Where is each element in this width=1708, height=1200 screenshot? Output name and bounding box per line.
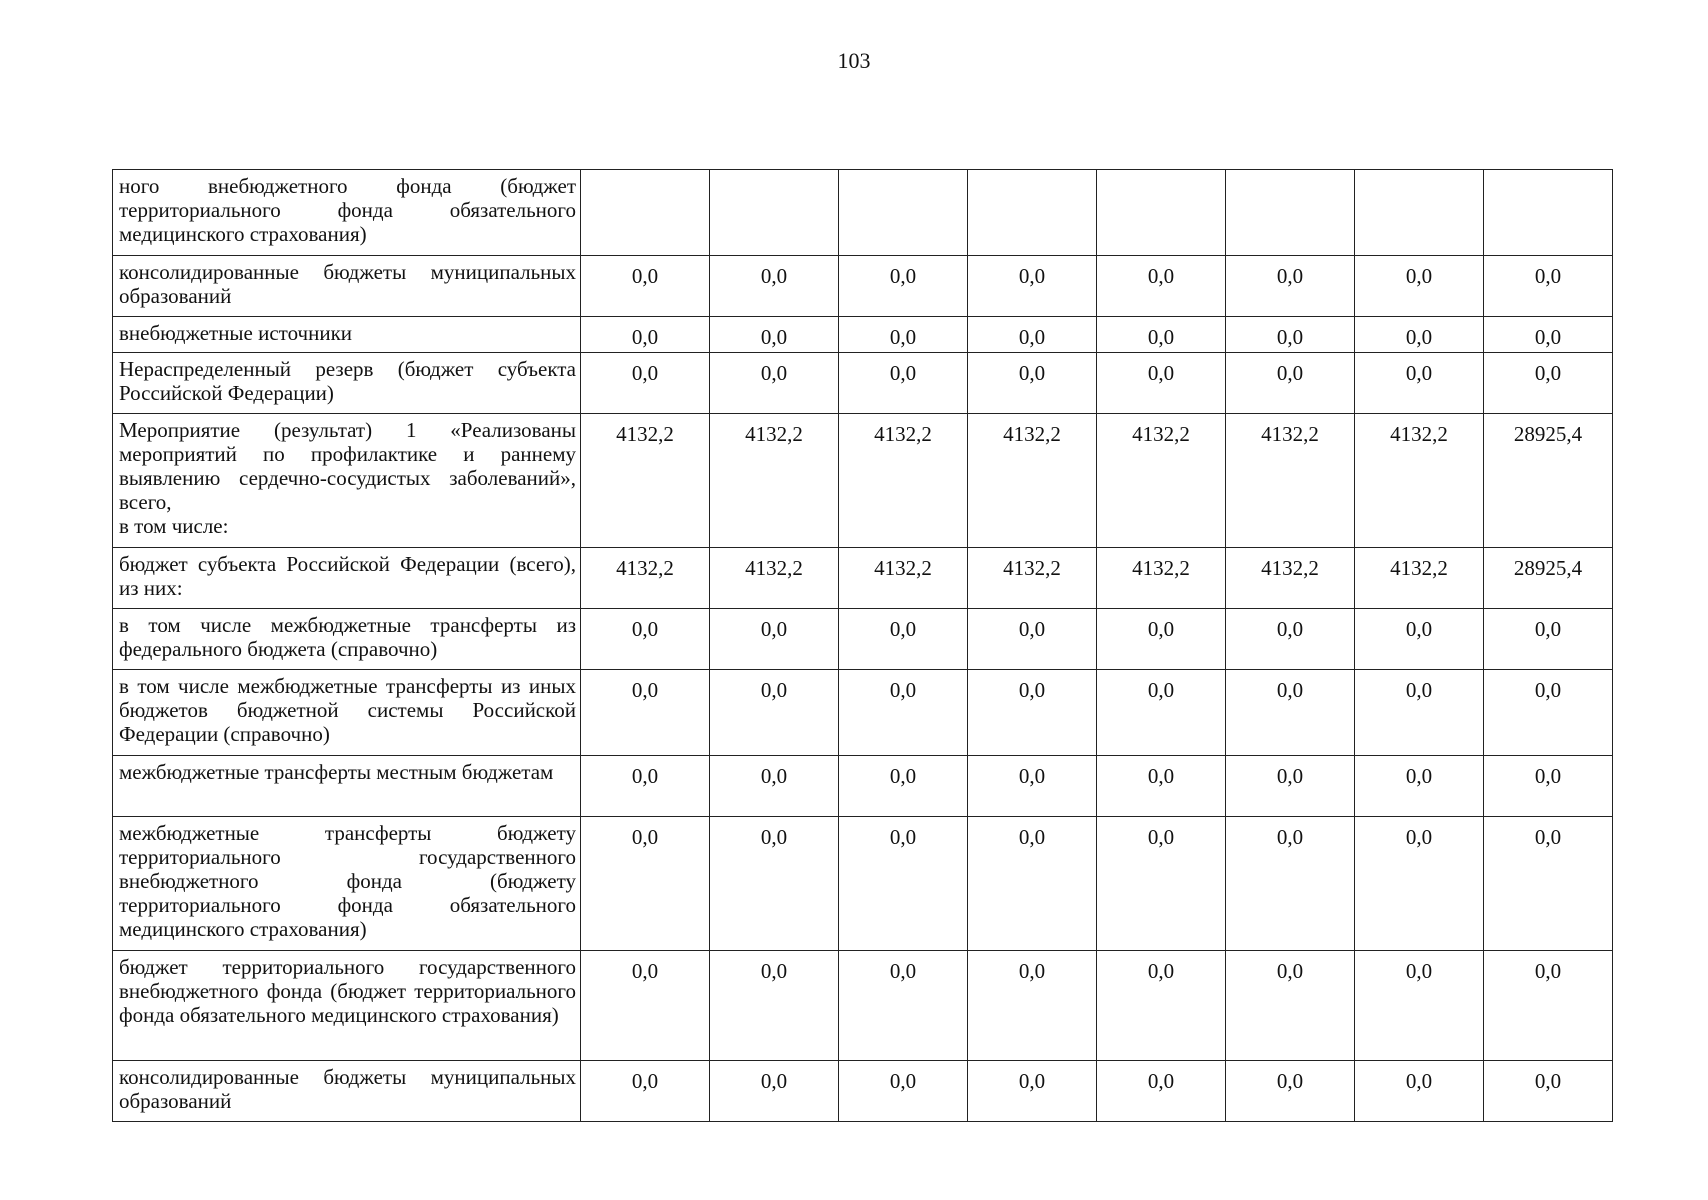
cell-value: 0,0 [968,1061,1097,1122]
page-number: 103 [837,48,871,73]
cell-value: 4132,2 [1226,414,1355,548]
cell-value: 0,0 [1097,353,1226,414]
cell-value: 0,0 [1226,670,1355,756]
cell-value: 0,0 [1097,756,1226,817]
row-label: Мероприятие (результат) 1 «Реализованы мероприятий по профилактике и раннему выявлению сердечно-сосудистых заболеваний», всего, в том числе: [113,414,581,548]
cell-value: 0,0 [1226,756,1355,817]
cell-value: 0,0 [839,353,968,414]
cell-value: 0,0 [839,951,968,1061]
cell-value: 0,0 [839,256,968,317]
cell-value: 0,0 [839,317,968,353]
row-label: консолидированные бюджеты муниципальных образований [113,1061,581,1122]
cell-value: 0,0 [968,670,1097,756]
cell-value: 0,0 [710,317,839,353]
row-label: консолидированные бюджеты муниципальных образований [113,256,581,317]
cell-value: 0,0 [710,817,839,951]
table-row [113,414,1613,548]
cell-value: 4132,2 [839,414,968,548]
cell-value: 4132,2 [710,548,839,609]
cell-value: 28925,4 [1484,414,1613,548]
row-label: Нераспределенный резерв (бюджет субъекта Российской Федерации) [113,353,581,414]
cell-value: 0,0 [1484,317,1613,353]
cell-value: 0,0 [710,951,839,1061]
cell-value: 0,0 [581,817,710,951]
cell-value: 4132,2 [1355,414,1484,548]
cell-value: 0,0 [1226,256,1355,317]
row-label: межбюджетные трансферты бюджету территориального государственного внебюджетного фонда (бюджету территориального фонда обязательного медицинского страхования) [113,817,581,951]
cell-value: 0,0 [839,756,968,817]
cell-value [1226,170,1355,256]
cell-value: 0,0 [581,317,710,353]
cell-value [1097,170,1226,256]
cell-value: 0,0 [968,951,1097,1061]
cell-value: 4132,2 [968,548,1097,609]
cell-value: 0,0 [839,817,968,951]
cell-value: 0,0 [1484,609,1613,670]
table-row [113,670,1613,756]
cell-value: 0,0 [1355,817,1484,951]
cell-value: 0,0 [1484,670,1613,756]
cell-value: 0,0 [1355,609,1484,670]
cell-value: 0,0 [1226,317,1355,353]
cell-value: 0,0 [581,951,710,1061]
table-row [113,1061,1613,1122]
cell-value: 4132,2 [839,548,968,609]
cell-value: 0,0 [1097,670,1226,756]
cell-value: 0,0 [1484,256,1613,317]
cell-value: 28925,4 [1484,548,1613,609]
cell-value: 4132,2 [1097,548,1226,609]
cell-value: 4132,2 [1226,548,1355,609]
cell-value: 0,0 [710,670,839,756]
cell-value: 0,0 [1484,951,1613,1061]
cell-value: 0,0 [1097,817,1226,951]
cell-value: 0,0 [1355,670,1484,756]
cell-value: 0,0 [968,317,1097,353]
cell-value: 4132,2 [581,414,710,548]
row-label: ного внебюджетного фонда (бюджет территориального фонда обязательного медицинского страхования) [113,170,581,256]
cell-value: 0,0 [1484,756,1613,817]
row-label: внебюджетные источники [113,317,581,353]
cell-value: 4132,2 [1355,548,1484,609]
cell-value: 0,0 [1226,609,1355,670]
cell-value: 0,0 [839,609,968,670]
cell-value: 0,0 [1355,951,1484,1061]
table-row [113,353,1613,414]
cell-value: 0,0 [710,609,839,670]
cell-value: 0,0 [1097,951,1226,1061]
cell-value: 0,0 [968,609,1097,670]
cell-value [1355,170,1484,256]
cell-value: 0,0 [581,756,710,817]
cell-value: 0,0 [1226,353,1355,414]
cell-value [581,170,710,256]
cell-value: 0,0 [1355,256,1484,317]
budget-table [112,169,1613,1122]
cell-value: 0,0 [1226,817,1355,951]
cell-value: 0,0 [1484,353,1613,414]
table-row [113,170,1613,256]
row-label: в том числе межбюджетные трансферты из федерального бюджета (справочно) [113,609,581,670]
cell-value: 0,0 [968,256,1097,317]
cell-value: 0,0 [1226,951,1355,1061]
cell-value: 0,0 [1226,1061,1355,1122]
cell-value [968,170,1097,256]
cell-value: 0,0 [581,353,710,414]
table-row [113,317,1613,353]
cell-value [710,170,839,256]
cell-value: 0,0 [581,1061,710,1122]
table-row [113,756,1613,817]
cell-value: 0,0 [1355,1061,1484,1122]
table-row [113,256,1613,317]
cell-value: 0,0 [1355,353,1484,414]
row-label: бюджет территориального государственного внебюджетного фонда (бюджет территориального фонда обязательного медицинского страхования) [113,951,581,1061]
cell-value: 0,0 [1355,317,1484,353]
table-row [113,951,1613,1061]
cell-value: 4132,2 [710,414,839,548]
cell-value: 4132,2 [968,414,1097,548]
table-row [113,609,1613,670]
cell-value: 0,0 [1355,756,1484,817]
row-label: межбюджетные трансферты местным бюджетам [113,756,581,817]
cell-value: 0,0 [710,353,839,414]
cell-value: 0,0 [839,1061,968,1122]
cell-value: 0,0 [581,670,710,756]
cell-value: 0,0 [1484,1061,1613,1122]
row-label: бюджет субъекта Российской Федерации (всего), из них: [113,548,581,609]
cell-value: 0,0 [710,1061,839,1122]
cell-value: 0,0 [1097,609,1226,670]
cell-value: 4132,2 [581,548,710,609]
cell-value: 0,0 [710,256,839,317]
cell-value: 0,0 [710,756,839,817]
table-row [113,548,1613,609]
cell-value: 4132,2 [1097,414,1226,548]
cell-value: 0,0 [581,256,710,317]
row-label: в том числе межбюджетные трансферты из иных бюджетов бюджетной системы Российской Федерации (справочно) [113,670,581,756]
cell-value: 0,0 [1484,817,1613,951]
cell-value: 0,0 [968,817,1097,951]
cell-value: 0,0 [1097,317,1226,353]
cell-value: 0,0 [968,353,1097,414]
cell-value [1484,170,1613,256]
cell-value [839,170,968,256]
cell-value: 0,0 [1097,256,1226,317]
cell-value: 0,0 [1097,1061,1226,1122]
table-row [113,817,1613,951]
cell-value: 0,0 [839,670,968,756]
cell-value: 0,0 [581,609,710,670]
cell-value: 0,0 [968,756,1097,817]
